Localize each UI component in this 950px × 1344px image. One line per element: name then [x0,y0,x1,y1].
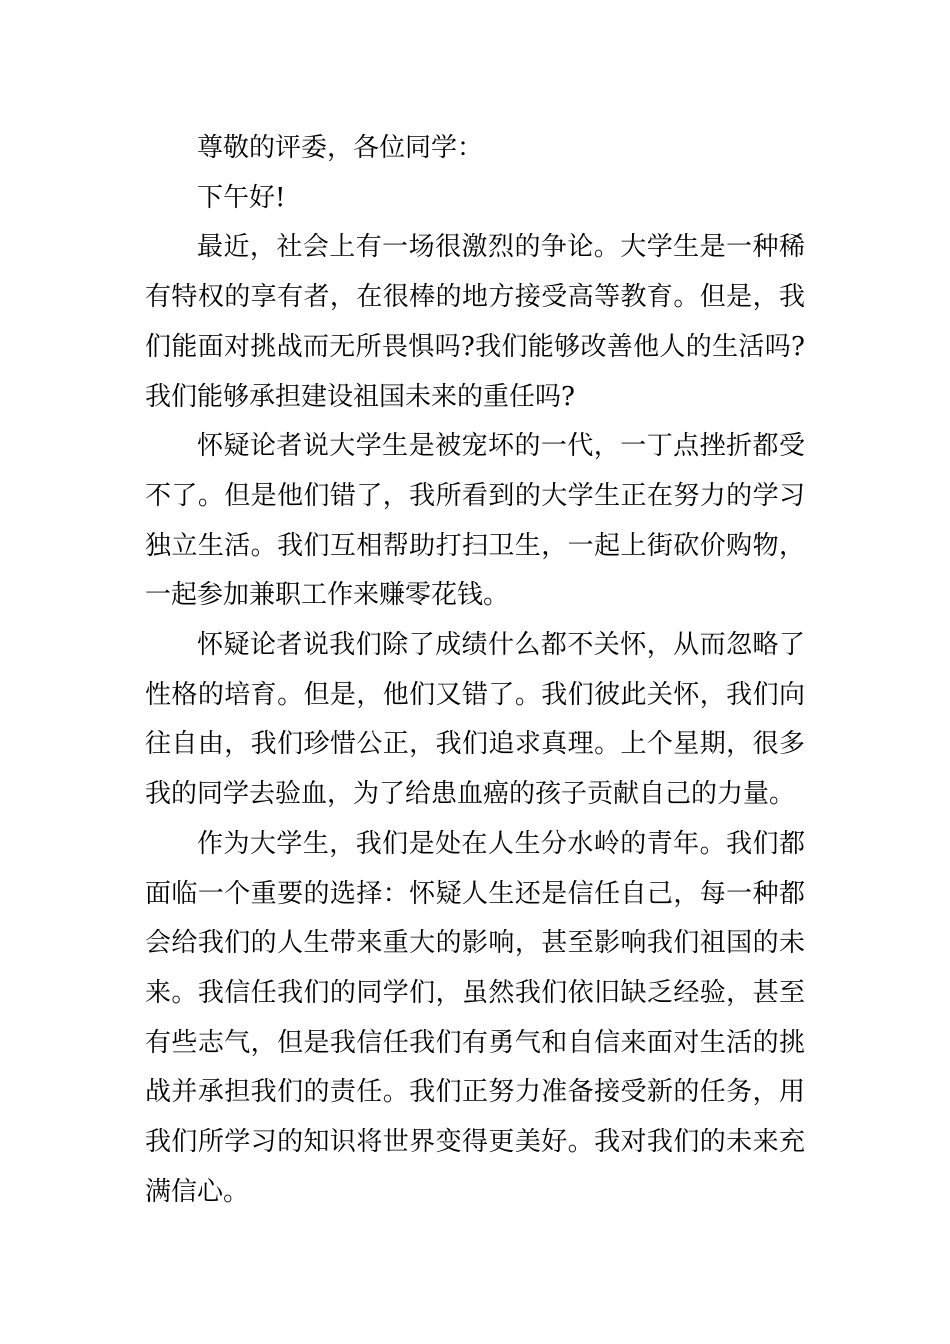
greeting: 下午好! [197,182,286,213]
paragraph: 作为大学生，我们是处在人生分水岭的青年。我们都面临一个重要的选择：怀疑人生还是信任自己，每一种都会给我们的人生带来重大的影响，甚至影响我们祖国的未来。我信任我们的同学们，虽然我们依旧缺乏经验，甚至有些志气，但是我信任我们有勇气和自信来面对生活的挑战并承担我们的责任。我们正努力准备接受新的任务，用我们所学习的知识将世界变得更美好。我对我们的未来充满信心。 [145,828,805,1207]
paragraph: 怀疑论者说我们除了成绩什么都不关怀，从而忽略了性格的培育。但是，他们又错了。我们彼此关怀，我们向往自由，我们珍惜公正，我们追求真理。上个星期，很多我的同学去验血，为了给患血癌的孩子贡献自己的力量。 [145,630,805,810]
document-body [145,124,805,1217]
salutation: 尊敬的评委，各位同学： [197,133,484,163]
paragraph: 最近，社会上有一场很激烈的争论。大学生是一种稀有特权的享有者，在很棒的地方接受高等教育。但是，我们能面对挑战而无所畏惧吗?我们能够改善他人的生活吗?我们能够承担建设祖国未来的重任吗? [145,232,805,412]
paragraph: 怀疑论者说大学生是被宠坏的一代，一丁点挫折都受不了。但是他们错了，我所看到的大学生正在努力的学习独立生活。我们互相帮助打扫卫生，一起上街砍价购物，一起参加兼职工作来赚零花钱。 [145,431,805,611]
